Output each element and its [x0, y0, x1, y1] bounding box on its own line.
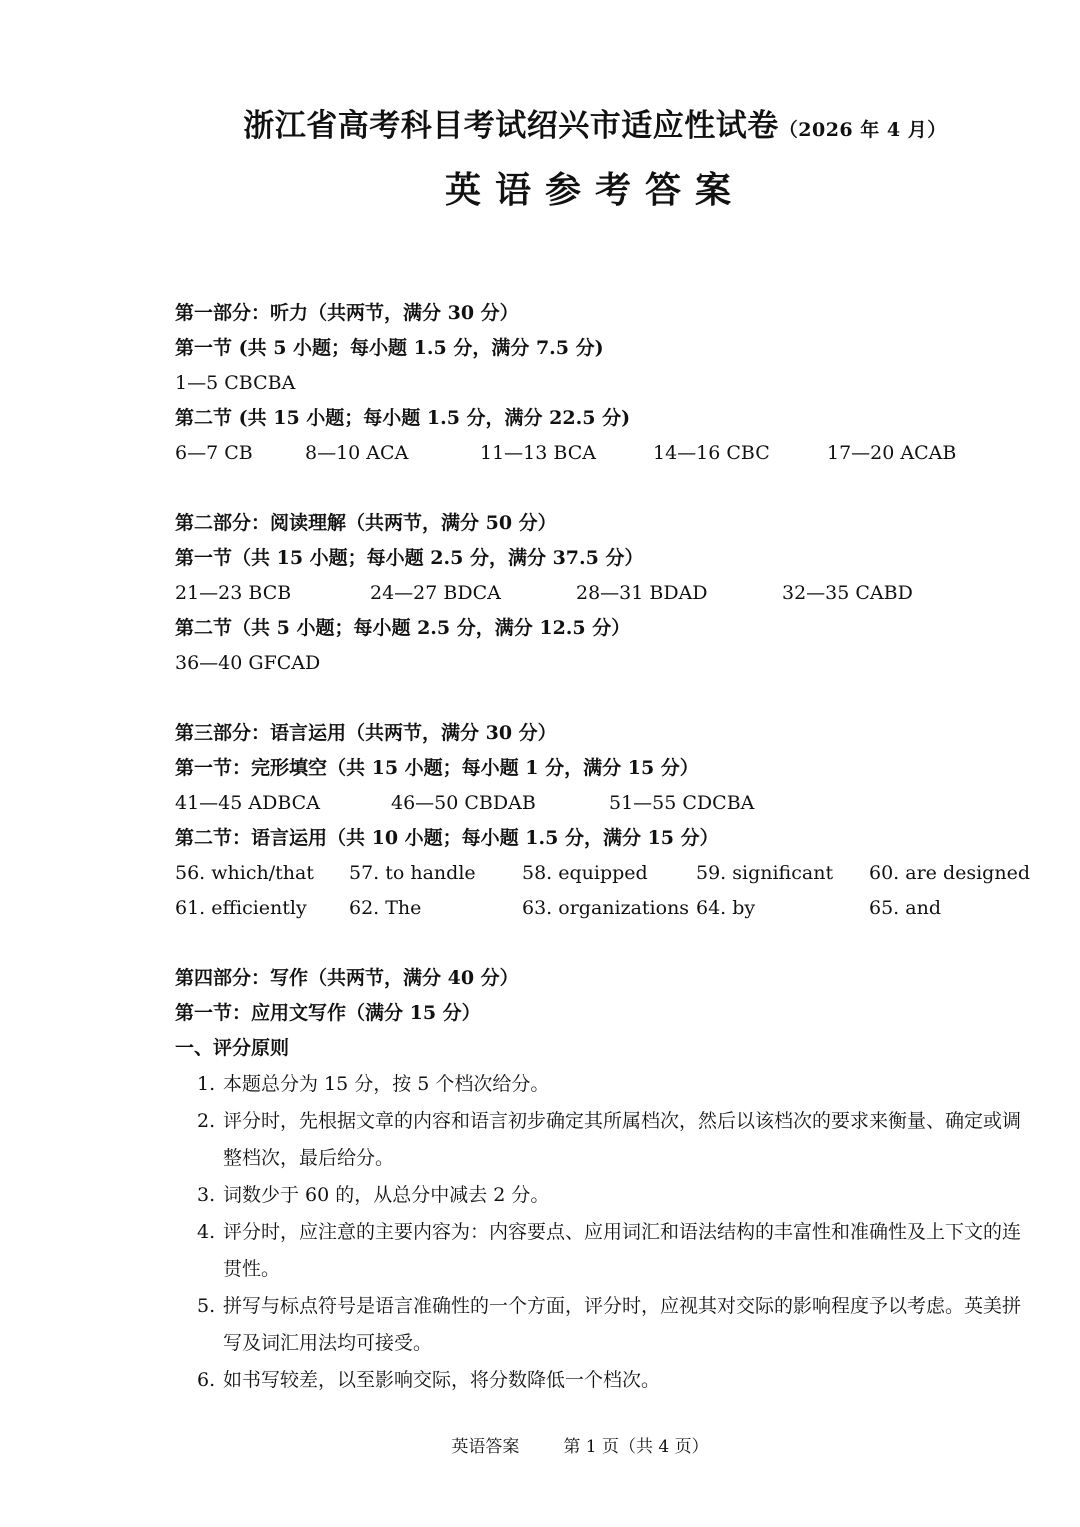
scoring-rules-list [175, 1066, 1045, 1399]
rule-number: 5. [197, 1295, 216, 1317]
answer-group: 17—20 ACAB [827, 442, 957, 464]
answer-group: 41—45 ADBCA [175, 792, 320, 814]
part2-sec1-heading: 第一节（共 15 小题；每小题 2.5 分，满分 37.5 分） [175, 547, 644, 569]
answer-group: 51—55 CDCBA [609, 792, 755, 814]
answer-group: 1—5 CBCBA [175, 372, 296, 394]
answer-group: 6—7 CB [175, 442, 253, 464]
rule-text: 评分时，先根据文章的内容和语言初步确定其所属档次，然后以该档次的要求来衡量、确定或调整档次，最后给分。 [223, 1110, 1022, 1169]
title-text: 浙江省高考科目考试绍兴市适应性试卷 [243, 108, 779, 144]
answer-item: 62. The [349, 897, 422, 919]
part2-heading: 第二部分：阅读理解（共两节，满分 50 分） [175, 512, 557, 534]
answer-group: 32—35 CABD [782, 582, 913, 604]
rule-number: 3. [197, 1184, 216, 1206]
answer-item: 61. efficiently [175, 897, 307, 919]
answer-group: 11—13 BCA [480, 442, 596, 464]
answer-content [175, 296, 1045, 1399]
answer-group: 8—10 ACA [305, 442, 409, 464]
part3-sec2-heading: 第二节：语言运用（共 10 小题；每小题 1.5 分，满分 15 分） [175, 827, 719, 849]
part3-heading: 第三部分：语言运用（共两节，满分 30 分） [175, 722, 557, 744]
part3-sec2-answers-row1 [175, 856, 1045, 891]
page-footer [0, 1432, 1080, 1457]
footer-page-number: 第 1 页（共 4 页） [563, 1437, 709, 1457]
answer-group: 24—27 BDCA [370, 582, 501, 604]
title-date: （2026 年 4 月） [778, 119, 947, 141]
part1-heading: 第一部分：听力（共两节，满分 30 分） [175, 302, 519, 324]
part3-sec1-heading: 第一节：完形填空（共 15 小题；每小题 1 分，满分 15 分） [175, 757, 699, 779]
rule-number: 1. [197, 1073, 216, 1095]
scoring-rule [175, 1214, 1035, 1288]
principles-heading: 一、评分原则 [175, 1037, 290, 1059]
answer-group: 28—31 BDAD [576, 582, 708, 604]
answer-item: 65. and [869, 897, 941, 919]
rule-text: 评分时，应注意的主要内容为：内容要点、应用词汇和语法结构的丰富性和准确性及上下文的连贯性。 [223, 1221, 1022, 1280]
rule-text: 词数少于 60 的，从总分中减去 2 分。 [223, 1184, 550, 1206]
page-subtitle: 英语参考答案 [444, 169, 745, 211]
part3-sec2-answers-row2 [175, 891, 1045, 926]
rule-number: 2. [197, 1110, 216, 1132]
part1-sec2-heading: 第二节 (共 15 小题；每小题 1.5 分，满分 22.5 分) [175, 407, 631, 429]
answer-item: 56. which/that [175, 862, 314, 884]
answer-item: 59. significant [696, 862, 834, 884]
answer-group: 14—16 CBC [653, 442, 770, 464]
footer-subject: 英语答案 [451, 1437, 520, 1457]
rule-text: 本题总分为 15 分，按 5 个档次给分。 [223, 1073, 550, 1095]
answer-group: 21—23 BCB [175, 582, 292, 604]
answer-item: 58. equipped [522, 862, 648, 884]
part3-sec1-answers [175, 786, 1045, 821]
part4-sec1-heading: 第一节：应用文写作（满分 15 分） [175, 1002, 481, 1024]
answer-item: 57. to handle [349, 862, 476, 884]
answer-item: 60. are designed [869, 862, 1030, 884]
part2-sec2-answers [175, 646, 1045, 681]
page-title [0, 100, 1080, 145]
scoring-rule [175, 1177, 1035, 1214]
rule-text: 如书写较差，以至影响交际，将分数降低一个档次。 [223, 1369, 661, 1391]
answer-item: 64. by [696, 897, 756, 919]
part1-sec1-heading: 第一节 (共 5 小题；每小题 1.5 分，满分 7.5 分) [175, 337, 604, 359]
scoring-rule [175, 1103, 1035, 1177]
part4-heading: 第四部分：写作（共两节，满分 40 分） [175, 967, 519, 989]
part2-sec2-heading: 第二节（共 5 小题；每小题 2.5 分，满分 12.5 分） [175, 617, 631, 639]
part2-sec1-answers [175, 576, 1045, 611]
answer-group: 36—40 GFCAD [175, 652, 321, 674]
scoring-rule [175, 1288, 1035, 1362]
part1-sec2-answers [175, 436, 1045, 471]
part1-sec1-answers [175, 366, 1045, 401]
scoring-rule [175, 1362, 1035, 1399]
rule-number: 4. [197, 1221, 216, 1243]
rule-text: 拼写与标点符号是语言准确性的一个方面，评分时，应视其对交际的影响程度予以考虑。英美拼写及词汇用法均可接受。 [223, 1295, 1022, 1354]
scoring-rule [175, 1066, 1035, 1103]
answer-item: 63. organizations [522, 897, 690, 919]
rule-number: 6. [197, 1369, 216, 1391]
answer-group: 46—50 CBDAB [391, 792, 536, 814]
